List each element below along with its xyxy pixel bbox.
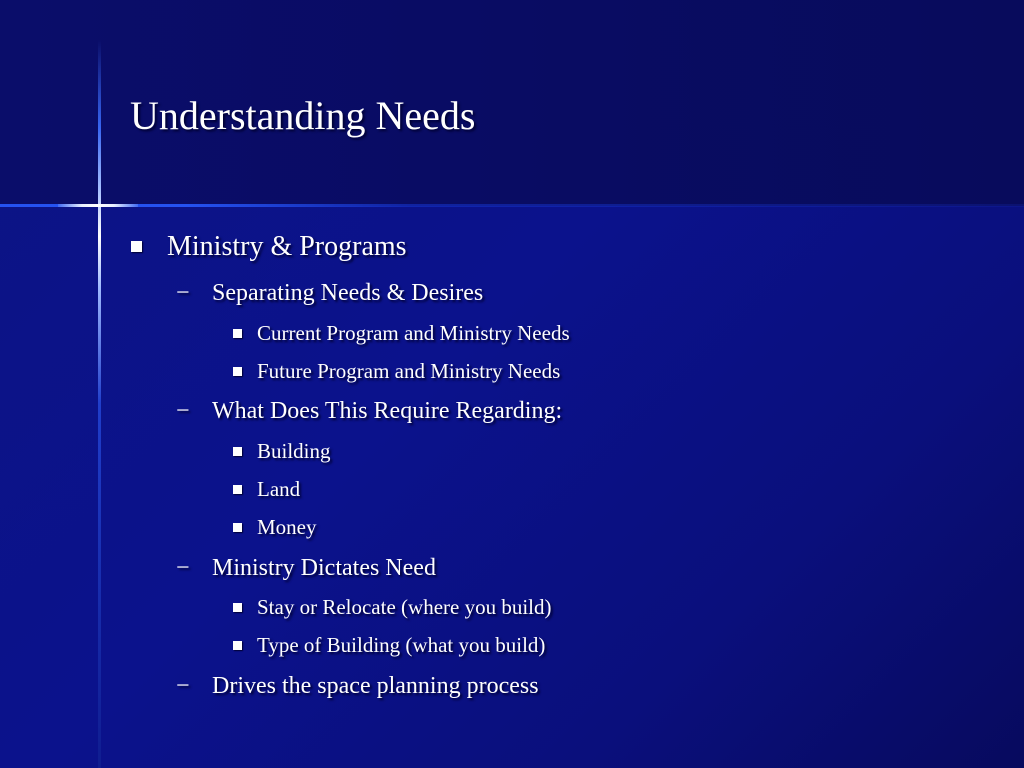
subsub-item: [233, 359, 560, 384]
subsub-text: Stay or Relocate (where you build): [257, 595, 552, 619]
square-bullet-icon: [233, 447, 242, 456]
subbullet-separating-needs: [176, 280, 483, 307]
square-bullet-icon: [233, 329, 242, 338]
dash-bullet-icon: −: [176, 280, 190, 306]
bullet-text: Ministry & Programs: [167, 231, 407, 262]
subbullet-text: Separating Needs & Desires: [212, 280, 484, 306]
square-bullet-icon: [233, 367, 242, 376]
subsub-text: Land: [257, 477, 301, 501]
subsub-item: [233, 633, 545, 658]
square-bullet-icon: [233, 523, 242, 532]
subsub-text: Money: [257, 515, 317, 539]
subbullet-ministry-dictates-need: [176, 555, 436, 582]
cross-flare-highlight: [58, 204, 138, 207]
vertical-accent-line: [98, 40, 101, 768]
subsub-text: Type of Building (what you build): [257, 633, 546, 657]
dash-bullet-icon: −: [176, 673, 190, 699]
subsub-text: Building: [257, 439, 331, 463]
subbullet-text: Drives the space planning process: [212, 673, 539, 699]
bullet-ministry-programs: [131, 231, 407, 263]
subbullet-what-does-this-require: [176, 398, 562, 425]
subsub-item: [233, 515, 317, 540]
subbullet-drives-space-planning: [176, 673, 539, 700]
horizontal-accent-line: [0, 204, 1024, 207]
subsub-item: [233, 477, 300, 502]
square-bullet-icon: [233, 485, 242, 494]
subbullet-text: Ministry Dictates Need: [212, 555, 436, 581]
subsub-text: Future Program and Ministry Needs: [257, 359, 561, 383]
subbullet-text: What Does This Require Regarding:: [212, 398, 563, 424]
dash-bullet-icon: −: [176, 398, 190, 424]
subsub-item: [233, 595, 552, 620]
square-bullet-icon: [131, 241, 142, 252]
slide-title: Understanding Needs: [130, 93, 476, 138]
square-bullet-icon: [233, 603, 242, 612]
subsub-text: Current Program and Ministry Needs: [257, 321, 570, 345]
square-bullet-icon: [233, 641, 242, 650]
dash-bullet-icon: −: [176, 555, 190, 581]
subsub-item: [233, 439, 331, 464]
subsub-item: [233, 321, 570, 346]
